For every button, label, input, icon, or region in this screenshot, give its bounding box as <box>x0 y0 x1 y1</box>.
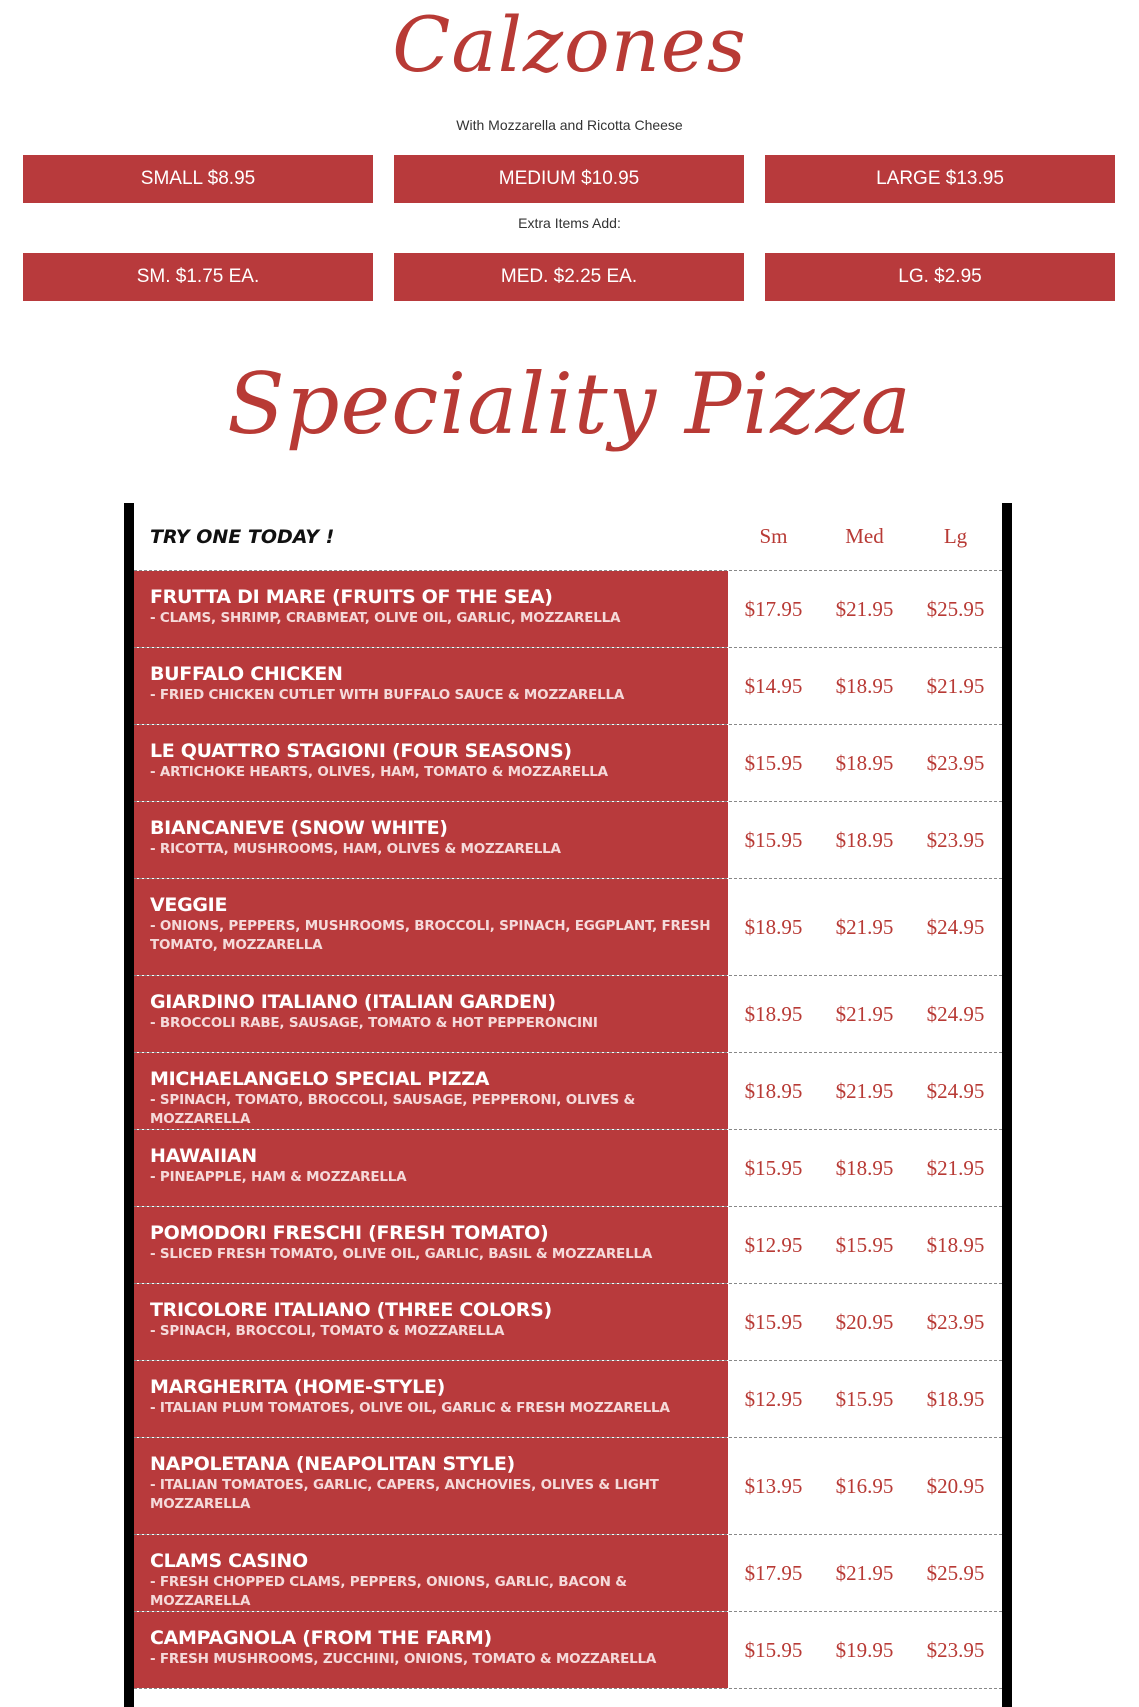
pizza-row[interactable] <box>134 1130 1002 1207</box>
pizza-info <box>134 1207 728 1283</box>
pizza-name: BUFFALO CHICKEN <box>150 663 343 685</box>
pizza-row[interactable] <box>134 1284 1002 1361</box>
pizza-info <box>134 648 728 724</box>
price-sm: $15.95 <box>744 827 803 852</box>
pizza-name: NAPOLETANA (NEAPOLITAN STYLE) <box>150 1453 515 1475</box>
price-lg: $23.95 <box>926 827 985 852</box>
price-lg: $25.95 <box>926 1560 985 1585</box>
pizza-info <box>134 725 728 801</box>
pizza-info <box>134 571 728 647</box>
extra-medium-button[interactable]: MED. $2.25 EA. <box>394 253 744 301</box>
price-lg: $23.95 <box>926 1309 985 1334</box>
pizza-row[interactable] <box>134 571 1002 648</box>
price-sm: $15.95 <box>744 1155 803 1180</box>
price-med: $21.95 <box>835 1078 894 1103</box>
pizza-name: BIANCANEVE (SNOW WHITE) <box>150 817 448 839</box>
pizza-description: - PINEAPPLE, HAM & MOZZARELLA <box>150 1169 407 1185</box>
pizza-name: POMODORI FRESCHI (FRESH TOMATO) <box>150 1222 549 1244</box>
size-header-lg: Lg <box>943 524 968 548</box>
extras-label: Extra Items Add: <box>518 215 621 231</box>
calzone-large-button[interactable]: LARGE $13.95 <box>765 155 1115 203</box>
pizza-description: - SPINACH, TOMATO, BROCCOLI, SAUSAGE, PEPPERONI, OLIVES & MOZZARELLA <box>150 1092 636 1127</box>
pizza-info <box>134 1284 728 1360</box>
price-med: $18.95 <box>835 827 894 852</box>
price-med: $18.95 <box>835 673 894 698</box>
price-med: $21.95 <box>835 914 894 939</box>
pizza-description: - RICOTTA, MUSHROOMS, HAM, OLIVES & MOZZARELLA <box>150 841 561 857</box>
price-sm: $18.95 <box>744 914 803 939</box>
pizza-description: - FRESH MUSHROOMS, ZUCCHINI, ONIONS, TOMATO & MOZZARELLA <box>150 1651 657 1667</box>
calzone-medium-button[interactable]: MEDIUM $10.95 <box>394 155 744 203</box>
price-med: $21.95 <box>835 1560 894 1585</box>
pizza-description: - CLAMS, SHRIMP, CRABMEAT, OLIVE OIL, GARLIC, MOZZARELLA <box>150 610 621 626</box>
pizza-row[interactable] <box>134 1053 1002 1130</box>
pizza-name: TRICOLORE ITALIANO (THREE COLORS) <box>150 1299 552 1321</box>
size-header-sm: Sm <box>759 524 788 548</box>
pizza-description: - ITALIAN TOMATOES, GARLIC, CAPERS, ANCHOVIES, OLIVES & LIGHT MOZZARELLA <box>150 1477 659 1512</box>
price-med: $18.95 <box>835 750 894 775</box>
price-sm: $17.95 <box>744 1560 803 1585</box>
pizza-info <box>134 1053 728 1129</box>
pizza-info <box>134 1535 728 1611</box>
pizza-info <box>134 802 728 878</box>
price-sm: $12.95 <box>744 1386 803 1411</box>
pizza-row[interactable] <box>134 1207 1002 1284</box>
pizza-description: - SPINACH, BROCCOLI, TOMATO & MOZZARELLA <box>150 1323 505 1339</box>
price-med: $15.95 <box>835 1232 894 1257</box>
extras-row <box>23 253 1115 301</box>
price-sm: $14.95 <box>744 673 803 698</box>
price-med: $21.95 <box>835 596 894 621</box>
pizza-row[interactable] <box>134 1438 1002 1535</box>
pizza-name: FRUTTA DI MARE (FRUITS OF THE SEA) <box>150 586 553 608</box>
price-sm: $15.95 <box>744 1309 803 1334</box>
calzones-title: Calzones <box>392 0 747 89</box>
price-lg: $18.95 <box>926 1386 985 1411</box>
pizza-name: MARGHERITA (HOME-STYLE) <box>150 1376 446 1398</box>
pizza-row[interactable] <box>134 725 1002 802</box>
price-sm: $12.95 <box>744 1232 803 1257</box>
price-sm: $17.95 <box>744 596 803 621</box>
pizza-name: VEGGIE <box>150 894 228 916</box>
pizza-info <box>134 1438 728 1534</box>
price-sm: $13.95 <box>744 1473 803 1498</box>
pizza-info <box>134 1130 728 1206</box>
speciality-menu-table <box>134 503 1002 1707</box>
calzone-size-row <box>23 155 1115 203</box>
pizza-row[interactable] <box>134 879 1002 976</box>
price-sm: $18.95 <box>744 1078 803 1103</box>
pizza-description: - ARTICHOKE HEARTS, OLIVES, HAM, TOMATO & MOZZARELLA <box>150 764 608 780</box>
calzones-subtitle: With Mozzarella and Ricotta Cheese <box>456 117 683 133</box>
pizza-description: - FRESH CHOPPED CLAMS, PEPPERS, ONIONS, GARLIC, BACON & MOZZARELLA <box>150 1574 627 1609</box>
price-lg: $21.95 <box>926 673 985 698</box>
pizza-row[interactable] <box>134 1535 1002 1612</box>
price-med: $21.95 <box>835 1001 894 1026</box>
price-med: $16.95 <box>835 1473 894 1498</box>
pizza-name: CLAMS CASINO <box>150 1550 308 1572</box>
pizza-name: CAMPAGNOLA (FROM THE FARM) <box>150 1627 492 1649</box>
price-med: $19.95 <box>835 1637 894 1662</box>
pizza-row[interactable] <box>134 976 1002 1053</box>
pizza-info <box>134 976 728 1052</box>
pizza-name: MICHAELANGELO SPECIAL PIZZA <box>150 1068 490 1090</box>
price-lg: $18.95 <box>926 1232 985 1257</box>
price-lg: $23.95 <box>926 1637 985 1662</box>
extra-large-button[interactable]: LG. $2.95 <box>765 253 1115 301</box>
calzone-small-button[interactable]: SMALL $8.95 <box>23 155 373 203</box>
pizza-description: - BROCCOLI RABE, SAUSAGE, TOMATO & HOT PEPPERONCINI <box>150 1015 598 1031</box>
extra-small-button[interactable]: SM. $1.75 EA. <box>23 253 373 301</box>
price-sm: $18.95 <box>744 1001 803 1026</box>
price-med: $20.95 <box>835 1309 894 1334</box>
price-lg: $25.95 <box>926 596 985 621</box>
pizza-name: GIARDINO ITALIANO (ITALIAN GARDEN) <box>150 991 556 1013</box>
pizza-description: - ITALIAN PLUM TOMATOES, OLIVE OIL, GARLIC & FRESH MOZZARELLA <box>150 1400 670 1416</box>
price-lg: $24.95 <box>926 914 985 939</box>
pizza-row[interactable] <box>134 1361 1002 1438</box>
price-lg: $20.95 <box>926 1473 985 1498</box>
pizza-row[interactable] <box>134 802 1002 879</box>
price-lg: $23.95 <box>926 750 985 775</box>
price-lg: $21.95 <box>926 1155 985 1180</box>
pizza-name: HAWAIIAN <box>150 1145 257 1167</box>
pizza-name: LE QUATTRO STAGIONI (FOUR SEASONS) <box>150 740 572 762</box>
speciality-menu-box <box>124 503 1012 1707</box>
price-lg: $24.95 <box>926 1078 985 1103</box>
pizza-description: - ONIONS, PEPPERS, MUSHROOMS, BROCCOLI, SPINACH, EGGPLANT, FRESH TOMATO, MOZZARELLA <box>150 918 711 953</box>
pizza-info <box>134 1612 728 1688</box>
price-med: $15.95 <box>835 1386 894 1411</box>
pizza-row[interactable] <box>134 1612 1002 1689</box>
size-header-med: Med <box>845 524 884 548</box>
pizza-description: - FRIED CHICKEN CUTLET WITH BUFFALO SAUCE & MOZZARELLA <box>150 687 625 703</box>
menu-header-row <box>134 503 1002 571</box>
speciality-pizza-title: Speciality Pizza <box>227 355 912 453</box>
pizza-info <box>134 879 728 975</box>
pizza-info <box>134 1361 728 1437</box>
pizza-row[interactable] <box>134 648 1002 725</box>
menu-header-label: TRY ONE TODAY ! <box>150 525 335 548</box>
price-sm: $15.95 <box>744 1637 803 1662</box>
price-med: $18.95 <box>835 1155 894 1180</box>
pizza-list <box>134 571 1002 1689</box>
price-lg: $24.95 <box>926 1001 985 1026</box>
price-sm: $15.95 <box>744 750 803 775</box>
pizza-description: - SLICED FRESH TOMATO, OLIVE OIL, GARLIC, BASIL & MOZZARELLA <box>150 1246 653 1262</box>
